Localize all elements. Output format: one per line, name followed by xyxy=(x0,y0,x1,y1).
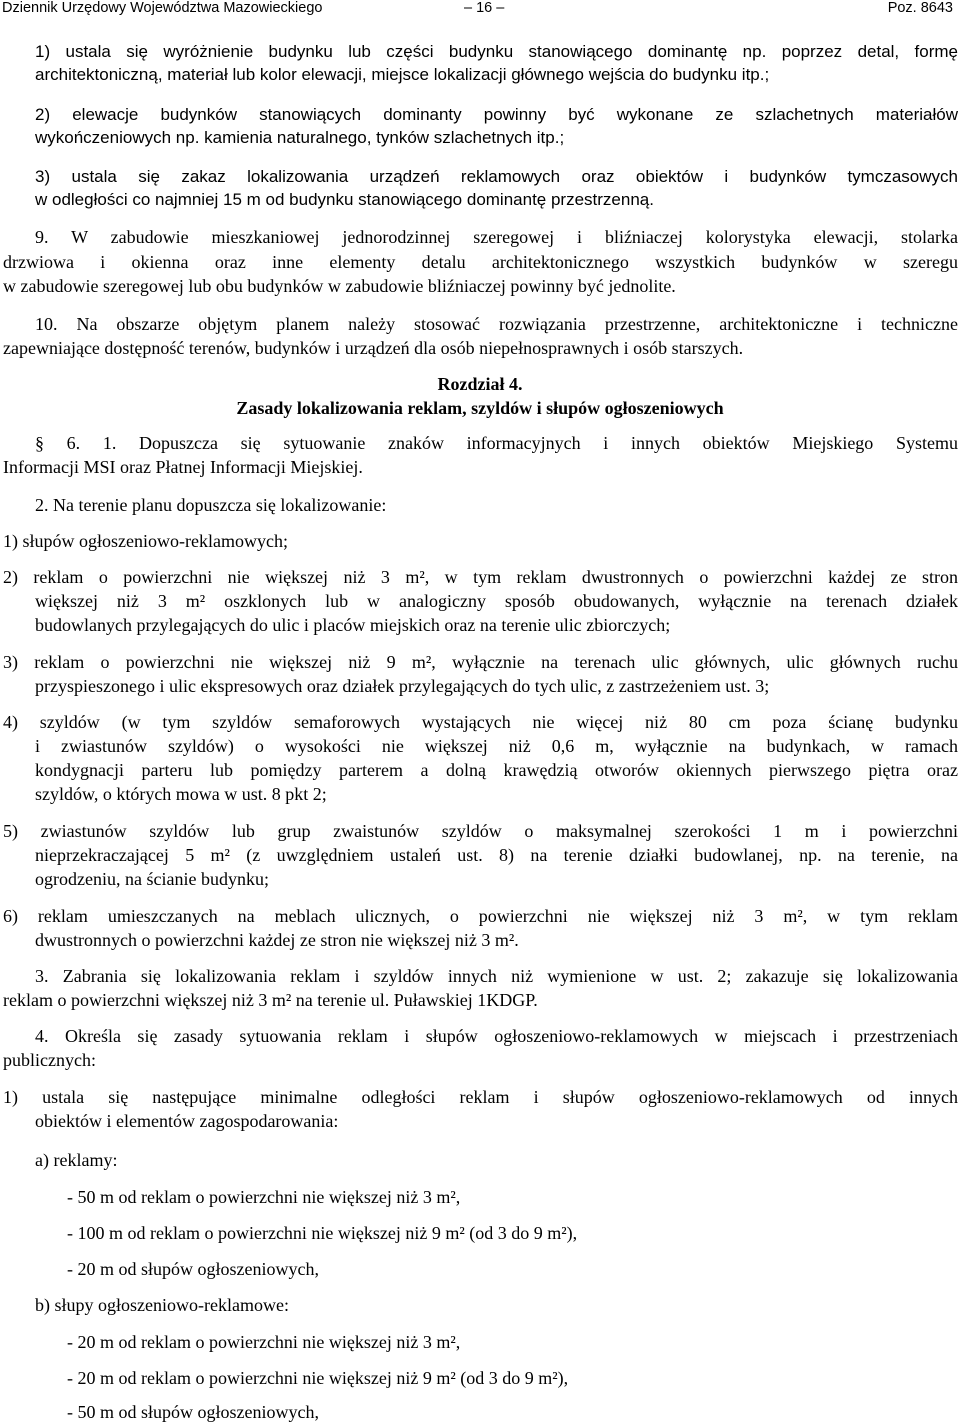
text-line: budowlanych przylegających do ulic i placów miejskich oraz na terenie ulic zbiorczych; xyxy=(35,615,671,635)
text-line: obiektów i elementów zagospodarowania: xyxy=(35,1111,339,1131)
text-line: szyldów, o których mowa w ust. 8 pkt 2; xyxy=(35,784,327,804)
text-line: kondygnacji parteru lub pomiędzy parterem a dolną krawędzią otworów okiennych pierwszego piętra oraz xyxy=(35,760,958,780)
text-line: i zwiastunów szyldów) o wysokości nie większej niż 0,6 m, wyłącznie na budynkach, w ramach xyxy=(35,736,958,756)
list-item: - 50 m od reklam o powierzchni nie większej niż 3 m², xyxy=(67,1187,461,1207)
list-item: - 50 m od słupów ogłoszeniowych, xyxy=(67,1402,319,1422)
chapter-title: Zasady lokalizowania reklam, szyldów i słupów ogłoszeniowych xyxy=(236,398,724,418)
text-line: 4) szyldów (w tym szyldów semaforowych wystających nie więcej niż 80 cm poza ścianę budynku xyxy=(3,712,958,732)
text-line: 10. Na obszarze objętym planem należy stosować rozwiązania przestrzenne, architektoniczne i techniczne xyxy=(35,314,958,334)
text-line: 1) słupów ogłoszeniowo-reklamowych; xyxy=(3,531,288,551)
text-line: 5) zwiastunów szyldów lub grup zwaistunów szyldów o maksymalnej szerokości 1 m i powierzchni xyxy=(3,821,958,841)
text-line: przyspieszonego i ulic ekspresowych oraz działek przylegających do tych ulic, z zastrzeżeniem ust. 3; xyxy=(35,676,770,696)
text-line: w odległości co najmniej 15 m od budynku stanowiącego dominantę przestrzenną. xyxy=(35,190,654,209)
text-line: 2. Na terenie planu dopuszcza się lokalizowanie: xyxy=(35,495,387,515)
position-number: Poz. 8643 xyxy=(887,0,953,16)
text-line: 1) ustala się następujące minimalne odległości reklam i słupów ogłoszeniowo-reklamowych od innych xyxy=(3,1087,958,1107)
list-item: - 100 m od reklam o powierzchni nie większej niż 9 m² (od 3 do 9 m²), xyxy=(67,1223,578,1243)
paragraph-heading-line: § 6. 1. Dopuszcza się sytuowanie znaków informacyjnych i innych obiektów Miejskiego Systemu xyxy=(35,433,958,453)
text-line: 9. W zabudowie mieszkaniowej jednorodzinnej szeregowej i bliźniaczej kolorystyka elewacji, stolarka xyxy=(35,227,958,247)
text-line: Informacji MSI oraz Płatnej Informacji Miejskiej. xyxy=(3,457,363,477)
text-line: 3) reklam o powierzchni nie większej niż 9 m², wyłącznie na terenach ulic głównych, ulic głównych ruchu xyxy=(3,652,958,672)
text-line: 6) reklam umieszczanych na meblach ulicznych, o powierzchni nie większej niż 3 m², w tym reklam xyxy=(3,906,958,926)
text-line: 4. Określa się zasady sytuowania reklam i słupów ogłoszeniowo-reklamowych w miejscach i przestrzeniach xyxy=(35,1026,958,1046)
text-line: 3. Zabrania się lokalizowania reklam i szyldów innych niż wymienione w ust. 2; zakazuje się lokalizowania xyxy=(35,966,958,986)
text-line: ogrodzeniu, na ścianie budynku; xyxy=(35,869,269,889)
text-line: reklam o powierzchni większej niż 3 m² na terenie ul. Puławskiej 1KDGP. xyxy=(3,990,538,1010)
journal-title: Dziennik Urzędowy Województwa Mazowieckiego xyxy=(2,0,323,16)
chapter-number: Rozdział 4. xyxy=(437,374,523,394)
list-heading: b) słupy ogłoszeniowo-reklamowe: xyxy=(35,1295,289,1315)
text-line: 2) elewacje budynków stanowiących dominanty powinny być wykonane ze szlachetnych materiałów xyxy=(35,105,958,124)
text-line: w zabudowie szeregowej lub obu budynków w zabudowie bliźniaczej powinny być jednolite. xyxy=(3,276,676,296)
text-line: wykończeniowych np. kamienia naturalnego, tynków szlachetnych itp.; xyxy=(35,128,565,147)
text-line: 2) reklam o powierzchni nie większej niż 3 m², w tym reklam dwustronnych o powierzchni każdej ze stron xyxy=(3,567,958,587)
text-line: nieprzekraczającej 5 m² (z uwzględniem ustaleń ust. 8) na terenie działki budowlanej, np. na terenie, na xyxy=(35,845,958,865)
text-line: dwustronnych o powierzchni każdej ze stron nie większej niż 3 m². xyxy=(35,930,519,950)
page-header xyxy=(0,0,960,20)
list-heading: a) reklamy: xyxy=(35,1150,118,1170)
text-line: architektoniczną, materiał lub kolor elewacji, miejsce lokalizacji głównego wejścia do budynku itp.; xyxy=(35,65,770,84)
page-number: – 16 – xyxy=(464,0,505,16)
list-item: - 20 m od reklam o powierzchni nie większej niż 9 m² (od 3 do 9 m²), xyxy=(67,1368,569,1388)
text-line: publicznych: xyxy=(3,1050,96,1070)
text-line: zapewniające dostępność terenów, budynków i urządzeń dla osób niepełnosprawnych i osób starszych. xyxy=(3,338,744,358)
text-line: 3) ustala się zakaz lokalizowania urządzeń reklamowych oraz obiektów i budynków tymczasowych xyxy=(35,167,958,186)
list-item: - 20 m od słupów ogłoszeniowych, xyxy=(67,1259,319,1279)
text-line: drzwiowa i okienna oraz inne elementy detalu architektonicznego wszystkich budynków w szeregu xyxy=(3,252,958,272)
list-item: - 20 m od reklam o powierzchni nie większej niż 3 m², xyxy=(67,1332,461,1352)
text-line: większej niż 3 m² oszklonych lub w analogiczny sposób obudowanych, wyłącznie na terenach działek xyxy=(35,591,958,611)
text-line: 1) ustala się wyróżnienie budynku lub części budynku stanowiącego dominantę np. poprzez detal, formę xyxy=(35,42,958,61)
